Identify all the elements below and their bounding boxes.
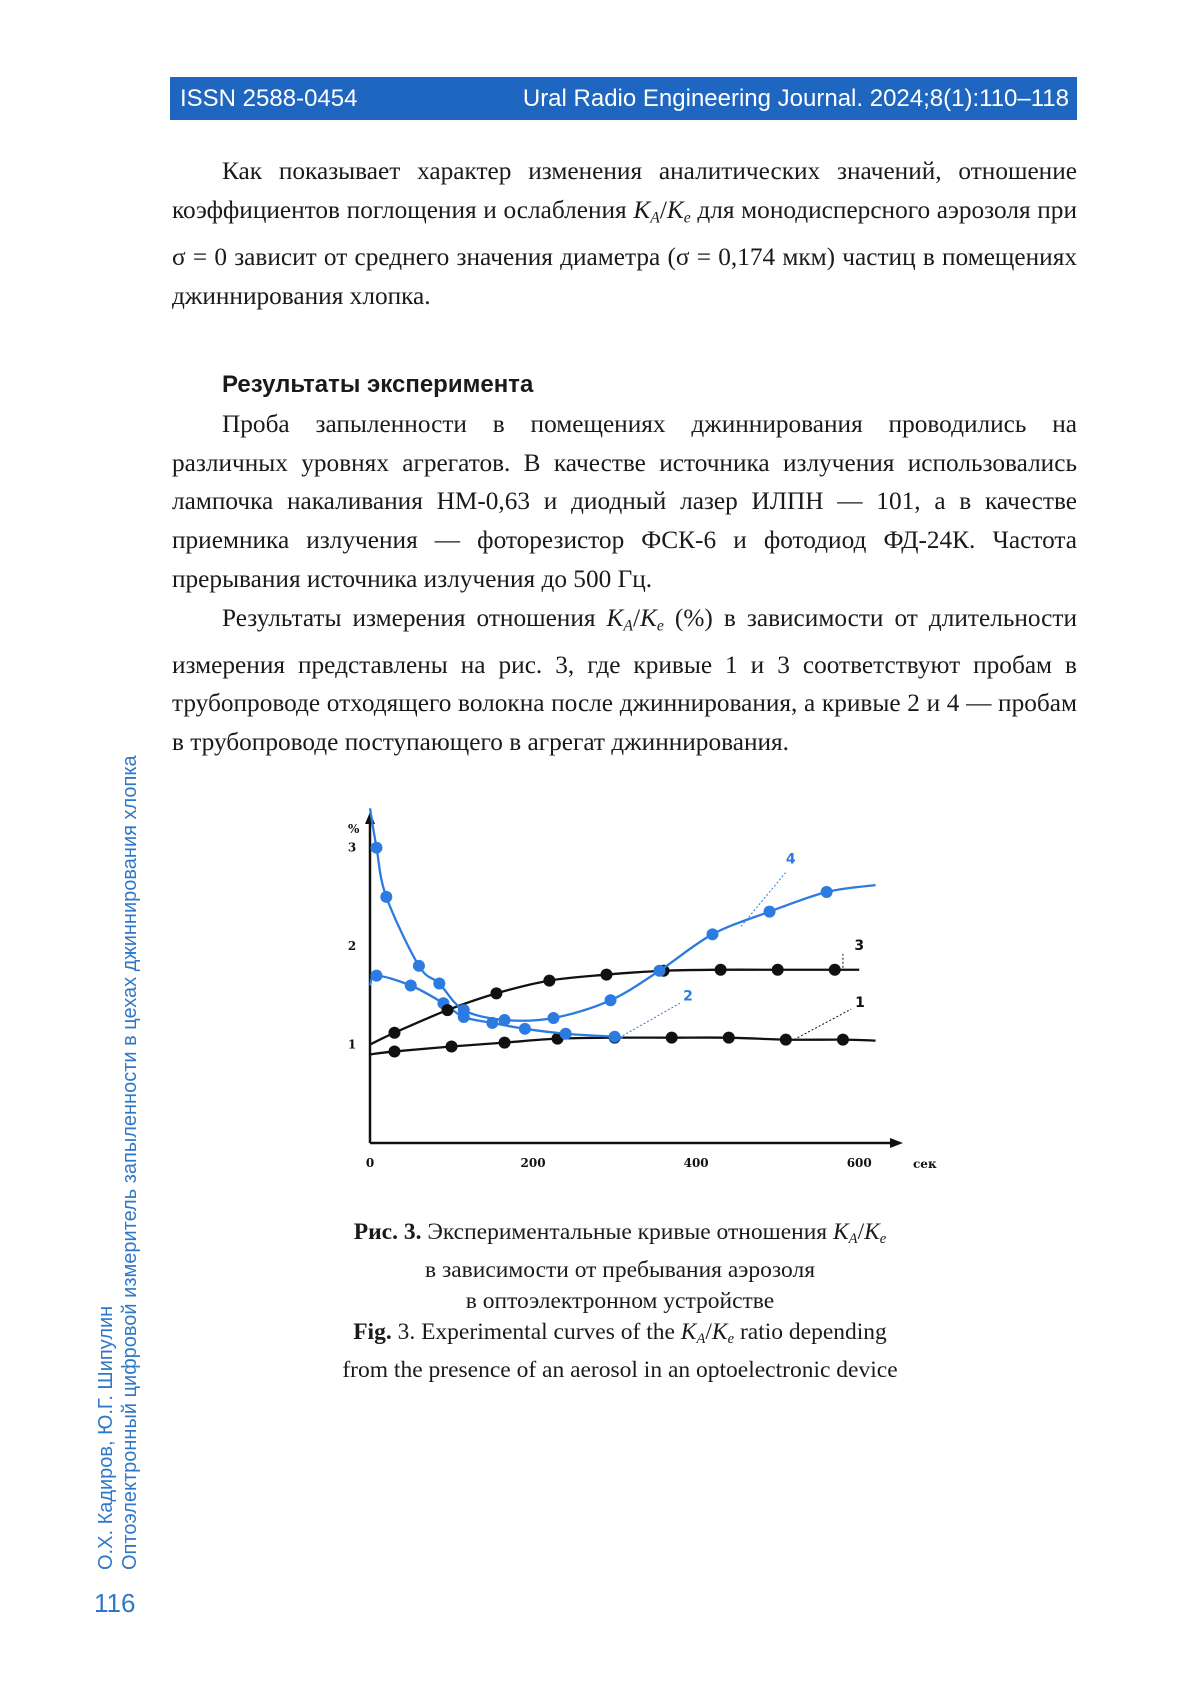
- intro-text-before: Как показывает характер изменения аналитических значений, отношение коэффициентов поглощения и ослабления: [172, 157, 1077, 224]
- x-tick-label: 0: [365, 1156, 375, 1170]
- y-tick-label: 1: [347, 1037, 357, 1052]
- series-3-point: [543, 975, 555, 987]
- ratio-ke: $K_e$: [666, 195, 691, 227]
- series-4-point: [821, 886, 833, 898]
- section-heading: Результаты эксперимента: [222, 371, 534, 398]
- series-3-point: [388, 1027, 400, 1039]
- series-3-label: 3: [854, 938, 865, 955]
- issn-label: ISSN 2588-0454: [180, 84, 358, 112]
- figure-3-chart: [330, 800, 937, 1180]
- page-number: 116: [94, 1588, 136, 1618]
- series-1-point: [780, 1034, 792, 1046]
- caption-ru-label: Рис. 3.: [353, 1219, 422, 1245]
- series-2-point: [519, 1023, 531, 1035]
- x-tick-label: 400: [683, 1156, 709, 1170]
- series-4-point: [605, 994, 617, 1006]
- results-section: [172, 405, 1077, 762]
- series-4-point: [764, 906, 776, 918]
- series-1-point: [837, 1034, 849, 1046]
- intro-paragraph: Как показывает характер изменения аналитических значений, отношение коэффициентов поглощения и ослабления $K_A/K_e$ для монодисперсного аэрозоля при σ = 0 зависит от среднего значения диаметра (σ = 0,174 мкм) частиц в помещениях джиннирования хлопка.: [172, 157, 1077, 310]
- series-2-label: 2: [683, 988, 693, 1005]
- series-1-point: [388, 1045, 400, 1057]
- x-axis-arrow: [890, 1138, 903, 1148]
- series-2-point: [405, 980, 417, 992]
- y-axis-label: %: [348, 822, 360, 836]
- series-3-point: [715, 964, 727, 976]
- series-4-point: [433, 978, 445, 990]
- caption-en-line-2: from the presence of an aerosol in an optoelectronic device: [342, 1357, 898, 1384]
- series-4-point: [547, 1012, 559, 1024]
- series-1-point: [499, 1037, 511, 1049]
- x-tick-label: 600: [846, 1156, 872, 1170]
- caption-ru-line-3: в оптоэлектронном устройстве: [465, 1288, 775, 1315]
- series-1-point: [446, 1041, 458, 1053]
- ratio-ka: $K_A$: [633, 195, 660, 227]
- series-2-point: [560, 1028, 572, 1040]
- sidebar-article-title: Оптоэлектронный цифровой измеритель запыленности в цехах джиннирования хлопка: [119, 755, 141, 1570]
- ratio-ka: $K_A$: [606, 603, 633, 634]
- journal-citation: Ural Radio Engineering Journal. 2024;8(1):110–118: [522, 84, 1069, 112]
- chart-series: [370, 808, 876, 1057]
- y-tick-label: 3: [347, 840, 357, 855]
- series-4-point: [380, 891, 392, 903]
- series-4-point: [458, 1004, 470, 1016]
- series-4-point: [413, 960, 425, 972]
- figure-caption-ru: Рис. 3. Экспериментальные кривые отношения $K_A/K_e$ в зависимости от пребывания аэрозоля в оптоэлектронном устройстве: [250, 1217, 990, 1317]
- series-2-point: [609, 1031, 621, 1043]
- series-3-point: [441, 1004, 453, 1016]
- running-sidebar: [94, 670, 142, 1570]
- series-4-point: [499, 1014, 511, 1026]
- series-2-leader: [623, 1003, 680, 1035]
- series-3-point: [829, 964, 841, 976]
- results-paragraph-2: Результаты измерения отношения $K_A/K_e$ (%) в зависимости от длительности измерения представлены на рис. 3, где кривые 1 и 3 соответствуют пробам в трубопроводе отходящего волокна после джиннирования, а кривые 2 и 4 — пробам в трубопроводе поступающего в агрегат джиннирования.: [172, 603, 1077, 757]
- series-2-point: [371, 970, 383, 982]
- x-tick-label: 200: [520, 1156, 546, 1170]
- series-3-point: [772, 964, 784, 976]
- x-axis-label: сек: [913, 1157, 937, 1171]
- series-3-point: [600, 969, 612, 981]
- journal-header: [170, 77, 1077, 120]
- series-4-point: [706, 928, 718, 940]
- series-3-point: [490, 987, 502, 999]
- results-paragraph-1: Проба запыленности в помещениях джиннирования проводились на различных уровнях агрегатов. В качестве источника излучения использовались лампочка накаливания НМ-0,63 и диодный лазер ИЛПН — 101, а в качестве приемника излучения — фоторезистор ФСК-6 и фотодиод ФД-24К. Частота прерывания источника излучения до 500 Гц.: [172, 410, 1077, 593]
- y-tick-label: 2: [347, 939, 357, 954]
- series-1-point: [666, 1032, 678, 1044]
- figure-caption-en: Fig. 3. Experimental curves of the $K_A/K_e$ ratio depending from the presence of an aerosol in an optoelectronic device: [250, 1317, 990, 1386]
- caption-en-label: Fig.: [353, 1319, 392, 1345]
- sidebar-authors: О.Х. Кадиров, Ю.Г. Шипулин: [95, 1305, 117, 1570]
- series-1-label: 1: [855, 995, 865, 1012]
- ratio-ke: $K_e$: [640, 603, 664, 634]
- intro-text-after: для монодисперсного аэрозоля при σ = 0 зависит от среднего значения диаметра (σ = 0,174 мкм) частиц в помещениях джиннирования хлопка.: [172, 195, 1077, 310]
- caption-ru-line-2: в зависимости от пребывания аэрозоля: [425, 1257, 815, 1284]
- series-4-label: 4: [785, 851, 796, 868]
- series-line-4: [370, 808, 876, 1020]
- series-1-point: [723, 1032, 735, 1044]
- chart-axes: [348, 812, 937, 1171]
- series-4-point: [371, 842, 383, 854]
- series-4-point: [653, 965, 665, 977]
